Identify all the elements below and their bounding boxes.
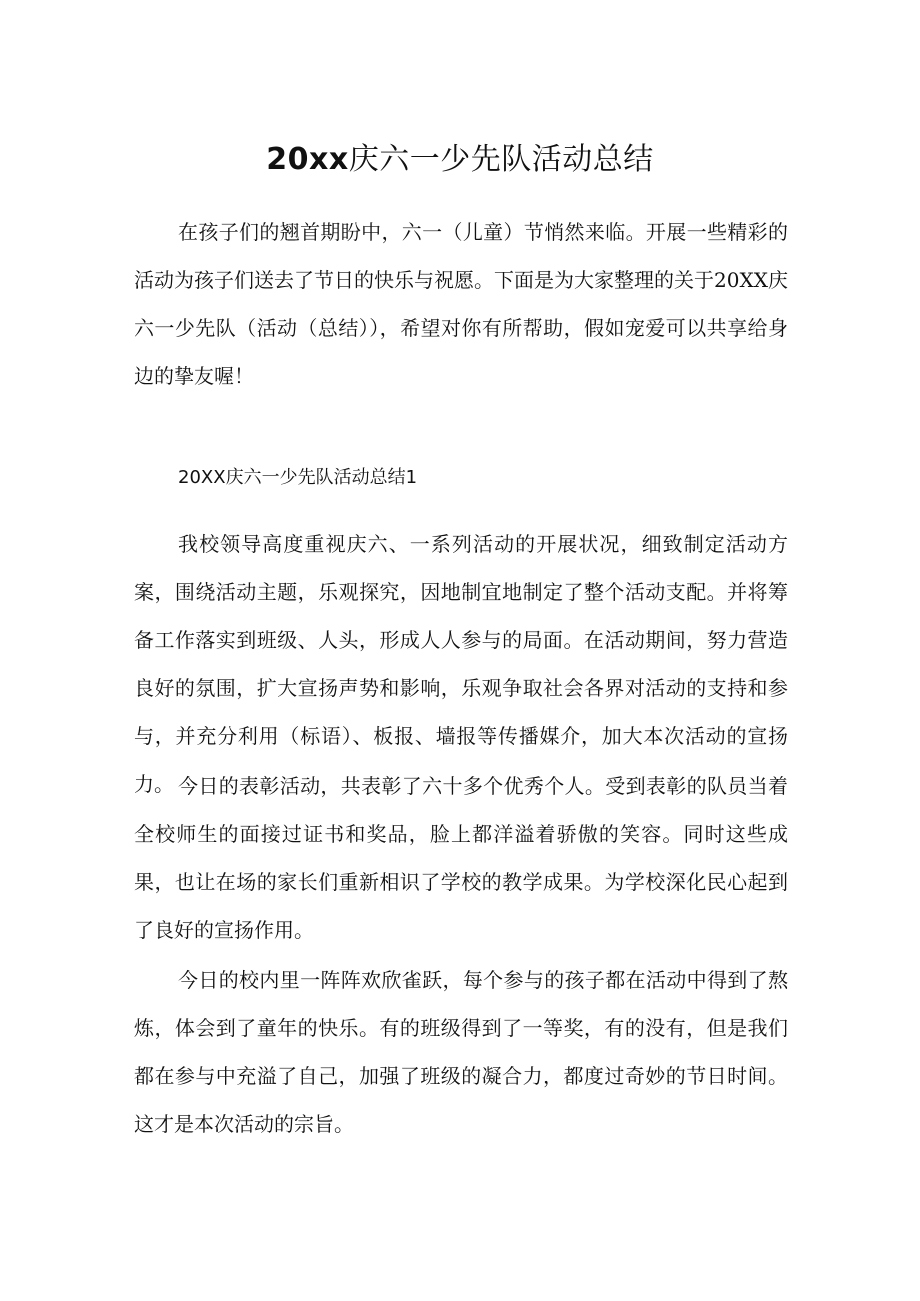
title-text: 庆六一少先队活动总结 (348, 142, 654, 177)
intro-paragraph: 在孩子们的翘首期盼中，六一（儿童）节悄然来临。开展一些精彩的活动为孩子们送去了节日的快乐与祝愿。下面是为大家整理的关于20XX庆六一少先队（活动（总结）），希望对你有所帮助，假如宠爱可以共享给身边的挚友喔！ (134, 220, 788, 388)
body-paragraph-3: 今日的校内里一阵阵欢欣雀跃，每个参与的孩子都在活动中得到了熬炼，体会到了童年的快乐。有的班级得到了一等奖，有的没有，但是我们都在参与中充溢了自己，加强了班级的凝合力，都度过奇妙的节日时间。这才是本次活动的宗旨。 (134, 968, 788, 1136)
section-heading: 20XX庆六一少先队活动总结1 (178, 467, 418, 488)
title-number: 20xx (266, 142, 349, 177)
page-title (0, 138, 920, 182)
body-paragraph-2: 今日的表彰活动，共表彰了六十多个优秀个人。受到表彰的队员当着全校师生的面接过证书和奖品，脸上都洋溢着骄傲的笑容。同时这些成果，也让在场的家长们重新相识了学校的教学成果。为学校深化民心起到了良好的宣扬作用。 (134, 774, 788, 942)
body-paragraph-1: 我校领导高度重视庆六、一系列活动的开展状况，细致制定活动方案，围绕活动主题，乐观探究，因地制宜地制定了整个活动支配。并将筹备工作落实到班级、人头，形成人人参与的局面。在活动期间，努力营造良好的氛围，扩大宣扬声势和影响，乐观争取社会各界对活动的支持和参与，并充分利用（标语）、板报、墙报等传播媒介，加大本次活动的宣扬力。 (134, 532, 788, 796)
